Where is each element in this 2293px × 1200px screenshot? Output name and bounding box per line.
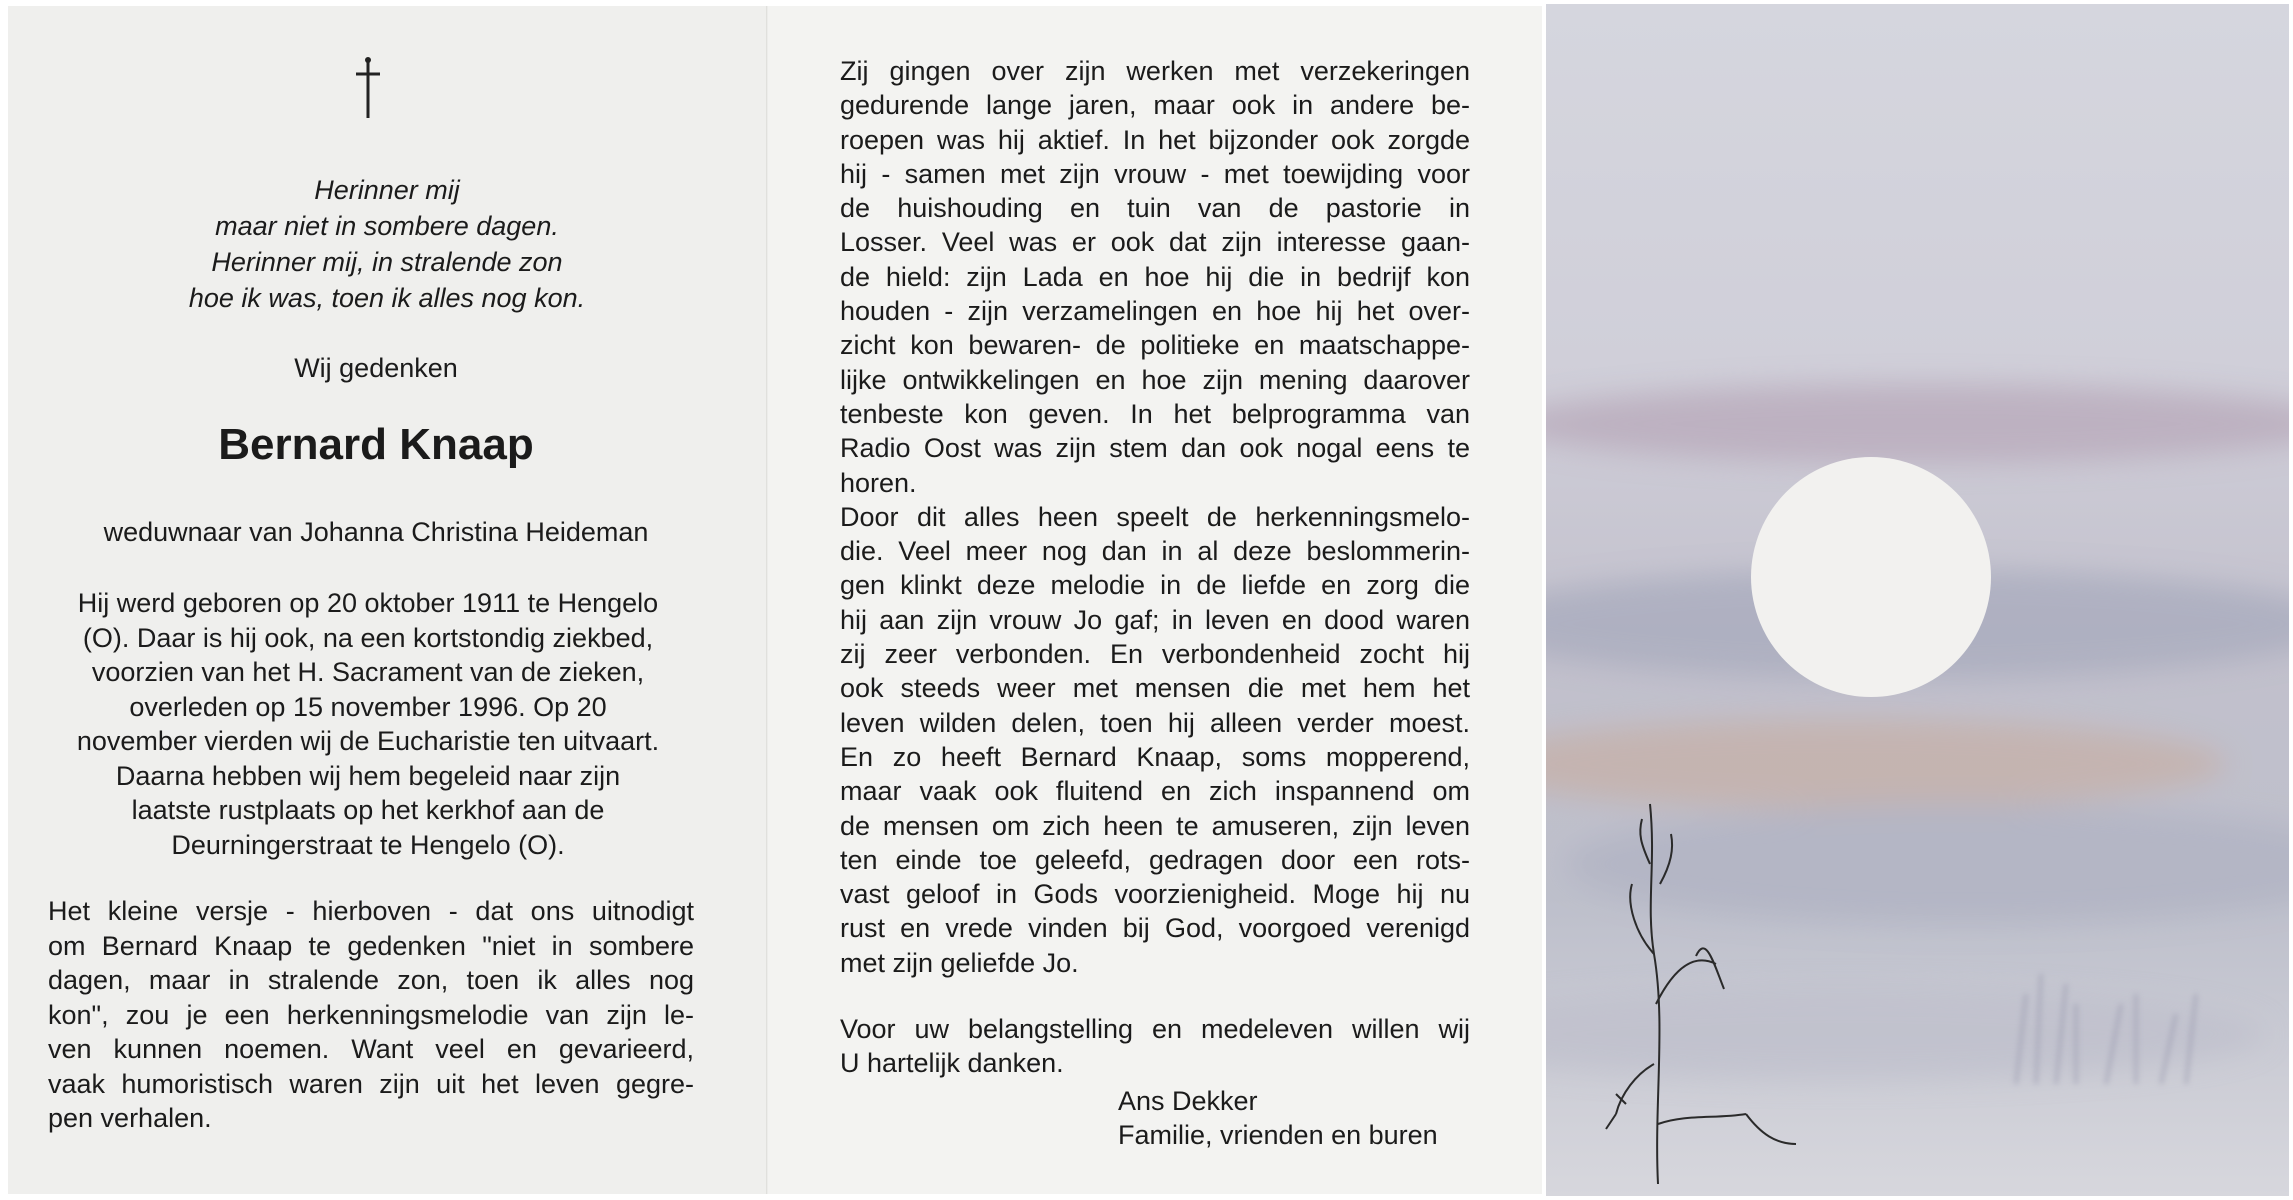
- story-line: met zijn geliefde Jo.: [840, 947, 1079, 978]
- watercolor-landscape: [1546, 4, 2289, 1196]
- poem-line: Herinner mij, in stralende zon: [211, 247, 563, 277]
- bio-line: Deurningerstraat te Hengelo (O).: [171, 829, 565, 860]
- remember-heading: Wij gedenken: [294, 353, 458, 383]
- story-paragraph: [840, 54, 1470, 980]
- left-panel: [8, 6, 766, 1194]
- story-line: de huishouding en tuin van de pastorie in: [840, 193, 1470, 224]
- story-line: rust en vrede vinden bij God, voorgoed verenigd: [840, 913, 1470, 944]
- signature-line: Familie, vrienden en buren: [1118, 1120, 1438, 1151]
- story-line: lijke ontwikkelingen en hoe zijn mening daarover: [840, 364, 1470, 395]
- story-line: gedurende lange jaren, maar ook in andere be-: [840, 90, 1470, 121]
- middle-panel: [766, 6, 1542, 1194]
- story-line: de mensen om zich heen te amuseren, zijn leven: [840, 810, 1470, 841]
- story-line: En zo heeft Bernard Knaap, soms mopperend,: [840, 741, 1470, 772]
- verse-line: Het kleine versje - hierboven - dat ons uitnodigt: [48, 896, 694, 926]
- bio-line: (O). Daar is hij ook, na een kortstondig ziekbed,: [82, 622, 654, 653]
- story-line: tenbeste kon geven. In het belprogramma van: [840, 398, 1470, 429]
- bio-line: voorzien van het H. Sacrament van de zieken,: [91, 657, 645, 687]
- story-line: Zij gingen over zijn werken met verzekeringen: [840, 56, 1470, 86]
- story-line: leven wilden delen, toen hij alleen verder moest.: [840, 707, 1470, 738]
- bio-line: laatste rustplaats op het kerkhof aan de: [131, 795, 605, 825]
- card-fold: [766, 6, 768, 1194]
- moon-illustration: [1546, 4, 2289, 1196]
- story-line: gen klinkt deze melodie in de liefde en zorg die: [840, 570, 1470, 601]
- story-line: die. Veel meer nog dan in al deze beslommerin-: [840, 536, 1470, 567]
- story-line: Door dit alles heen speelt de herkenningsmelo-: [840, 501, 1470, 532]
- story-line: Radio Oost was zijn stem dan ook nogal eens te: [840, 433, 1470, 464]
- story-line: ten einde toe geleefd, gedragen door een rots-: [840, 844, 1470, 875]
- poem-line: hoe ik was, toen ik alles nog kon.: [188, 283, 586, 313]
- verse-line: vaak humoristisch waren zijn uit het leven gegre-: [48, 1068, 694, 1099]
- deceased-name: Bernard Knaap: [218, 420, 534, 469]
- verse-paragraph: [48, 894, 694, 1136]
- story-line: Losser. Veel was er ook dat zijn interesse gaan-: [840, 227, 1470, 258]
- verse-line: kon", zou je een herkenningsmelodie van zijn le-: [48, 999, 694, 1030]
- bio-line: november vierden wij de Eucharistie ten uitvaart.: [76, 726, 660, 756]
- bio-line: overleden op 15 november 1996. Op 20: [129, 691, 607, 722]
- verse-line: om Bernard Knaap te gedenken "niet in sombere: [48, 930, 694, 961]
- story-line: horen.: [840, 467, 917, 498]
- story-line: de hield: zijn Lada en hoe hij die in bedrijf kon: [840, 261, 1470, 292]
- story-line: hij aan zijn vrouw Jo gaf; in leven en dood waren: [840, 604, 1470, 635]
- story-line: vast geloof in Gods voorzienigheid. Moge hij nu: [840, 879, 1470, 910]
- signature-block: [1118, 1084, 1438, 1153]
- verse-line: ven kunnen noemen. Want veel en gevarieerd,: [48, 1034, 694, 1064]
- verse-line: pen verhalen.: [48, 1103, 212, 1133]
- story-line: roepen was hij aktief. In het bijzonder ook zorgde: [840, 124, 1470, 155]
- story-line: ook steeds weer met mensen die met hem het: [840, 673, 1470, 704]
- poem-line: Herinner mij: [314, 175, 460, 205]
- cross-icon: [348, 54, 388, 120]
- bio-line: Hij werd geboren op 20 oktober 1911 te Hengelo: [77, 588, 659, 618]
- moon: [1751, 457, 1991, 697]
- biography-paragraph: [48, 586, 688, 862]
- thanks-paragraph: [840, 1012, 1470, 1081]
- story-line: houden - zijn verzamelingen en hoe hij het over-: [840, 296, 1470, 327]
- thanks-line: U hartelijk danken.: [840, 1048, 1064, 1079]
- memorial-poem: [8, 172, 766, 316]
- story-line: zicht kon bewaren- de politieke en maatschappe-: [840, 330, 1470, 361]
- bio-line: Daarna hebben wij hem begeleid naar zijn: [115, 760, 621, 791]
- verse-line: dagen, maar in stralende zon, toen ik alles nog: [48, 965, 694, 995]
- poem-line: maar niet in sombere dagen.: [215, 211, 559, 241]
- widower-line: weduwnaar van Johanna Christina Heideman: [103, 517, 649, 547]
- story-line: zij zeer verbonden. En verbondenheid zocht hij: [840, 639, 1470, 670]
- signature-line: Ans Dekker: [1118, 1086, 1258, 1116]
- story-line: maar vaak ook fluitend en zich inspannend om: [840, 776, 1470, 807]
- thanks-line: Voor uw belangstelling en medeleven willen wij: [840, 1014, 1470, 1044]
- story-line: hij - samen met zijn vrouw - met toewijding voor: [840, 158, 1470, 189]
